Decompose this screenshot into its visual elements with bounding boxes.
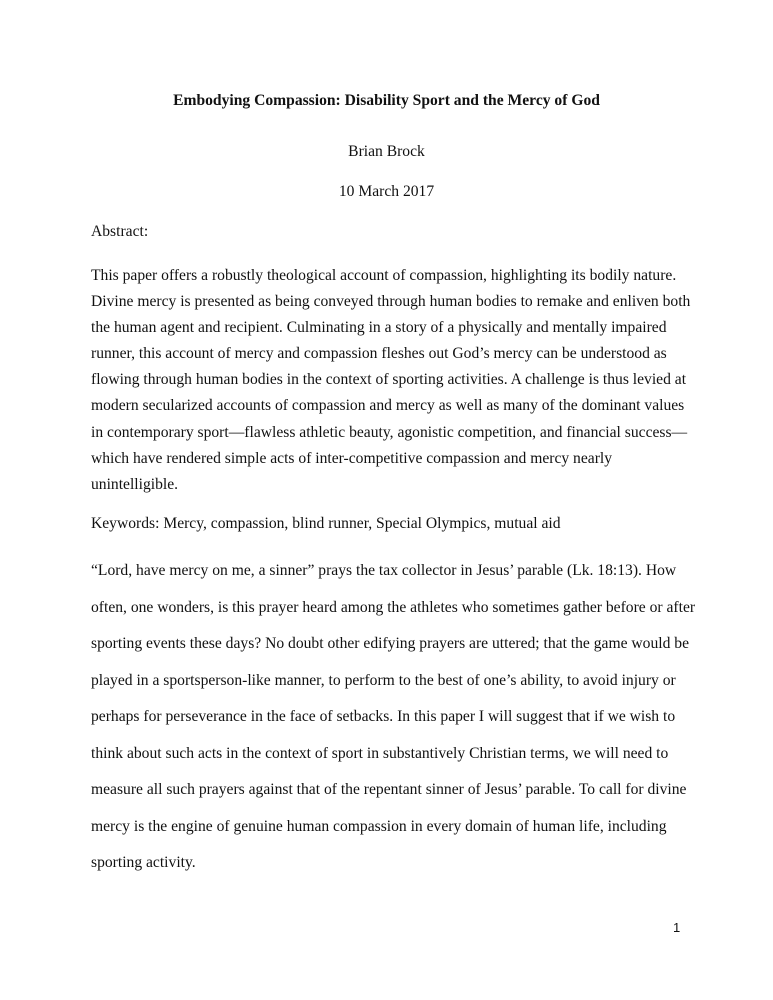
abstract-line: the human agent and recipient. Culminating in a story of a physically and mentally impaired bbox=[91, 319, 667, 337]
abstract-line: in contemporary sport—flawless athletic beauty, agonistic competition, and financial success— bbox=[91, 423, 688, 441]
abstract-line: runner, this account of mercy and compassion fleshes out God’s mercy can be understood as bbox=[91, 345, 667, 363]
abstract-heading: Abstract: bbox=[91, 223, 149, 240]
abstract-body bbox=[91, 263, 711, 498]
abstract-line: unintelligible. bbox=[91, 475, 179, 493]
abstract-line: This paper offers a robustly theological account of compassion, highlighting its bodily nature. bbox=[91, 267, 677, 284]
body-line: sporting events these days? No doubt other edifying prayers are uttered; that the game would be bbox=[91, 635, 690, 652]
body-line: sporting activity. bbox=[91, 854, 196, 871]
abstract-line: which have rendered simple acts of inter-competitive compassion and mercy nearly bbox=[91, 449, 613, 467]
author-name: Brian Brock bbox=[348, 143, 425, 160]
body-line: often, one wonders, is this prayer heard among the athletes who sometimes gather before or after bbox=[91, 598, 696, 616]
body-line: perhaps for perseverance in the face of setbacks. In this paper I will suggest that if we wish to bbox=[91, 708, 676, 725]
body-line: played in a sportsperson-like manner, to perform to the best of one’s ability, to avoid injury or bbox=[91, 671, 676, 689]
body-line: mercy is the engine of genuine human compassion in every domain of human life, including bbox=[91, 817, 667, 835]
body-line: think about such acts in the context of sport in substantively Christian terms, we will need to bbox=[91, 744, 669, 762]
body-paragraph bbox=[91, 553, 711, 882]
keywords-line: Keywords: Mercy, compassion, blind runner, Special Olympics, mutual aid bbox=[91, 515, 561, 532]
page-number: 1 bbox=[673, 920, 681, 935]
paper-title: Embodying Compassion: Disability Sport and the Mercy of God bbox=[173, 92, 600, 109]
abstract-line: flowing through human bodies in the context of sporting activities. A challenge is thus levied at bbox=[91, 371, 687, 389]
abstract-line: modern secularized accounts of compassion and mercy as well as many of the dominant values bbox=[91, 397, 685, 415]
abstract-line: Divine mercy is presented as being conveyed through human bodies to remake and enliven both bbox=[91, 293, 691, 311]
paper-date: 10 March 2017 bbox=[338, 183, 435, 200]
body-line: “Lord, have mercy on me, a sinner” prays the tax collector in Jesus’ parable (Lk. 18:13). How bbox=[91, 562, 677, 579]
body-line: measure all such prayers against that of the repentant sinner of Jesus’ parable. To call for divine bbox=[91, 781, 687, 798]
